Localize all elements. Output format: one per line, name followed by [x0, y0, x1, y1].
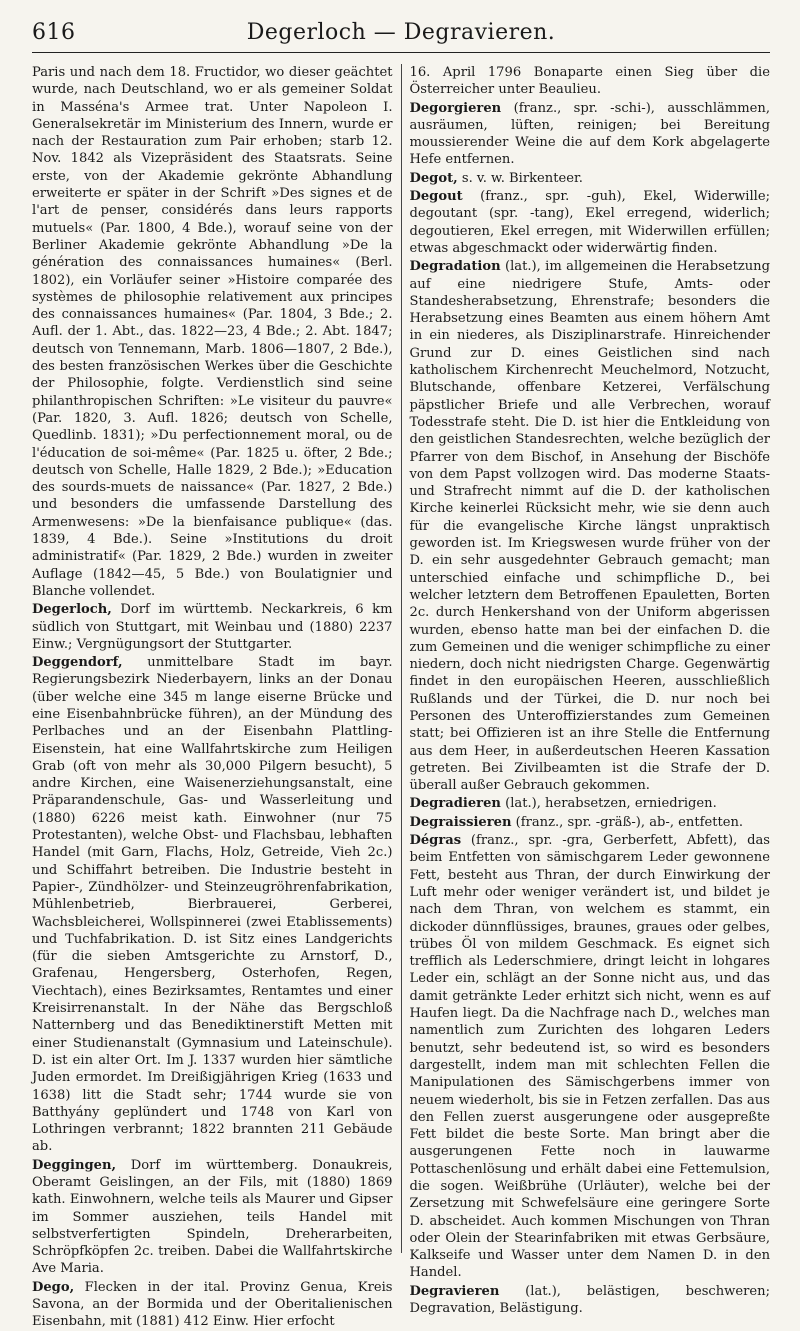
- entry-headword: Degout: [409, 189, 463, 205]
- dictionary-entry: [410, 170, 771, 187]
- dictionary-entry: [410, 1283, 771, 1318]
- entry-text: (lat.), herabsetzen, erniedrigen.: [500, 796, 717, 812]
- right-column: [401, 64, 771, 1317]
- dictionary-entry: [32, 654, 393, 1156]
- dictionary-entry: [410, 258, 771, 794]
- dictionary-entry: [32, 1157, 393, 1278]
- page-header: [32, 12, 770, 53]
- entry-text: s. v. w. Birkenteer.: [457, 170, 583, 186]
- dictionary-entry: [32, 601, 393, 653]
- entry-text: 16. April 1796 Bonaparte einen Sieg über die Österreicher unter Beaulieu.: [409, 65, 770, 98]
- running-head: Degerloch — Degravieren.: [246, 20, 556, 45]
- entry-text: Flecken in der ital. Provinz Genua, Kreis Savona, an der Bormida und der Oberitalienischen Eisenbahn, mit (1881) 412 Einw. Hier erfocht: [32, 1279, 393, 1330]
- entry-headword: Degot,: [409, 170, 458, 186]
- dictionary-entry: [410, 814, 771, 831]
- entry-headword: Deggingen,: [32, 1157, 117, 1173]
- text-columns: [32, 64, 770, 1330]
- entry-text: unmittelbare Stadt im bayr. Regierungsbezirk Niederbayern, links an der Donau (über welche eine 345 m lange eiserne Brücke und eine Eisenbahnbrücke führen), an der Mündung des Perlbaches und an der Eisenbahn Plattling-Eisenstein, hat eine Wallfahrtskirche zum Heiligen Grab (oft von mehr als 30,000 Pilgern besucht), 5 andre Kirchen, eine Waisenerziehungsanstalt, eine Präparandenschule, Gas- und Wasserleitung und (1880) 6226 meist kath. Einwohner (nur 75 Protestanten), welche Obst- und Flachsbau, lebhaften Handel (mit Garn, Flachs, Holz, Getreide, Vieh 2c.) und Schiffahrt betreiben. Die Industrie besteht in Papier-, Zündhölzer- und Steinzeugröhrenfabrikation, Mühlenbetrieb, Bierbrauerei, Gerberei, Wachsbleicherei, Wollspinnerei (zwei Etablissements) und Tuchfabrikation. D. ist Sitz eines Landgerichts (für die sieben Amtsgerichte zu Arnstorf, D., Grafenau, Hengersberg, Osterhofen, Regen, Viechtach), eines Bezirksamtes, Rentamtes und einer Kreisirrenanstalt. In der Nähe das Bergschloß Natternberg und das Benediktinerstift Metten mit einer Studienanstalt (Gymnasium und Lateinschule). D. ist ein alter Ort. Im J. 1337 wurden hier sämtliche Juden ermordet. Im Dreißigjährigen Krieg (1633 und 1638) litt die Stadt sehr; 1744 wurde sie von Batthyány geplündert und 1748 von Karl von Lothringen verbrannt; 1822 brannten 211 Gebäude ab.: [32, 655, 393, 1155]
- entry-text: (franz., spr. -guh), Ekel, Widerwille; degoutant (spr. -tang), Ekel erregend, widerlich; degoutieren, Ekel erregen, mit Widerwillen erfüllen; etwas abgeschmackt oder widerwärtig finden.: [409, 189, 770, 256]
- entry-headword: Degradieren: [409, 796, 501, 812]
- page-number: 616: [32, 20, 76, 45]
- entry-text: Dorf im württemberg. Donaukreis, Oberamt Geislingen, an der Fils, mit (1880) 1869 kath. Einwohnern, welche teils als Maurer und Gipser im Sommer ausziehen, teils Handel mit selbstverfertigten Spindeln, Dreherarbeiten, Schröpfköpfen 2c. treiben. Dabei die Wallfahrtskirche Ave Maria.: [32, 1157, 393, 1277]
- dictionary-entry: [410, 795, 771, 812]
- entry-text: (lat.), im allgemeinen die Herabsetzung auf eine niedrigere Stufe, Amts- oder Standesherabsetzung, Ehrenstrafe; besonders die Herabsetzung eines Beamten aus einem höhern Amt in ein niederes, als Disziplinarstrafe. Hinreichender Grund zur D. eines Geistlichen sind nach katholischem Kirchenrecht Meuchelmord, Notzucht, Blutschande, offenbare Ketzerei, Verfälschung päpstlicher Briefe und alle Verbrechen, worauf Todesstrafe steht. Die D. ist hier die Entkleidung von den geistlichen Standesrechten, welche bezüglich der Pfarrer von dem Bischof, in Ansehung der Bischöfe von dem Papst vollzogen wird. Das moderne Staats- und Strafrecht nimmt auf die D. der katholischen Kirche keinerlei Rücksicht mehr, wie sie denn auch für die evangelische Kirche längst unpraktisch geworden ist. Im Kriegswesen wurde früher von der D. ein sehr ausgedehnter Gebrauch gemacht; man unterschied einfache und schimpfliche D., bei welcher letztern dem Betroffenen Epauletten, Borten 2c. durch Henkershand von der Uniform abgerissen wurden, ebenso hatte man bei der einfachen D. die zum Gemeinen und die weniger schimpfliche zu einer niedern, doch nicht niedrigsten Charge. Gegenwärtig findet in den europäischen Heeren, ausschließlich Rußlands und der Türkei, die D. nur noch bei Personen des Unteroffizierstandes zum Gemeinen statt; bei Offizieren ist an ihre Stelle die Entfernung aus dem Heer, in außerdeutschen Heeren Kassation getreten. Bei Zivilbeamten ist die Strafe der D. überall außer Gebrauch gekommen.: [409, 259, 770, 794]
- entry-headword: Deggendorf,: [32, 655, 123, 671]
- dictionary-entry: [410, 100, 771, 169]
- entry-headword: Degravieren: [409, 1283, 500, 1299]
- entry-text: (franz., spr. -schi-), ausschlämmen, ausräumen, lüften, reinigen; bei Bereitung moussierender Weine die auf dem Kork abgelagerte Hefe entfernen.: [409, 100, 770, 168]
- dictionary-entry: [410, 188, 771, 257]
- entry-text: (franz., spr. -gräß-), ab-, entfetten.: [511, 814, 744, 830]
- dictionary-entry: [410, 64, 771, 99]
- entry-headword: Degorgieren: [409, 100, 502, 116]
- dictionary-entry: [410, 832, 771, 1282]
- entry-text: Dorf im württemb. Neckarkreis, 6 km südlich von Stuttgart, mit Weinbau und (1880) 2237 Einw.; Vergnügungsort der Stuttgarter.: [32, 602, 393, 652]
- dictionary-entry: [32, 64, 393, 600]
- entry-headword: Dego,: [32, 1279, 75, 1295]
- left-column: [32, 64, 401, 1330]
- entry-headword: Degerloch,: [32, 602, 112, 618]
- entry-headword: Dégras: [409, 833, 462, 849]
- entry-text: (lat.), belästigen, beschweren; Degravation, Belästigung.: [409, 1283, 770, 1317]
- entry-headword: Degraissieren: [409, 814, 512, 830]
- entry-text: Paris und nach dem 18. Fructidor, wo dieser geächtet wurde, nach Deutschland, wo er als gemeiner Soldat in Masséna's Armee trat. Unter Napoleon I. Generalsekretär im Ministerium des Innern, wurde er nach der Restauration zum Pair erhoben; starb 12. Nov. 1842 als Vizepräsident des Staatsrats. Seine erste, von der Akademie gekrönte Abhandlung erweiterte er später in der Schrift »Des signes et de l'art de penser, considérés dans leurs rapports mutuels« (Par. 1800, 4 Bde.), worauf seine von der Berliner Akademie gekrönte Abhandlung »De la génération des connaissances humaines« (Berl. 1802), ein Vorläufer seiner »Histoire comparée des systèmes de philosophie relativement aux principes des connaissances humaines« (Par. 1804, 3 Bde.; 2. Aufl. der 1. Abt., das. 1822—23, 4 Bde.; 2. Abt. 1847; deutsch von Tennemann, Marb. 1806—1807, 2 Bde.), des besten französischen Werkes über die Geschichte der Philosophie, folgte. Verdienstlich sind seine philanthropischen Schriften: »Le visiteur du pauvre« (Par. 1820, 3. Aufl. 1826; deutsch von Schelle, Quedlinb. 1831); »Du perfectionnement moral, ou de l'éducation de soi-même« (Par. 1825 u. öfter, 2 Bde.; deutsch von Schelle, Halle 1829, 2 Bde.); »Education des sourds-muets de naissance« (Par. 1827, 2 Bde.) und besonders die umfassende Darstellung des Armenwesens: »De la bienfaisance publique« (das. 1839, 4 Bde.). Seine »Institutions du droit administratif« (Par. 1829, 2 Bde.) wurden in zweiter Auflage (1842—45, 5 Bde.) von Boulatignier und Blanche vollendet.: [32, 65, 393, 599]
- entry-headword: Degradation: [409, 259, 501, 275]
- dictionary-entry: [32, 1279, 393, 1331]
- entry-text: (franz., spr. -gra, Gerberfett, Abfett), das beim Entfetten von sämischgarem Leder gewonnene Fett, besteht aus Thran, der durch Einwirkung der Luft mehr oder weniger verändert ist, und bildet je nach dem Thran, von welchem es stammt, ein dickoder dünnflüssiges, braunes, graues oder gelbes, trübes Öl von mildem Geschmack. Es eignet sich trefflich als Lederschmiere, dringt leicht in lohgares Leder ein, schlägt an der Sonne nicht aus, und das damit getränkte Leder erhitzt sich nicht, wenn es auf Haufen liegt. Da die Nachfrage nach D., welches man namentlich zum Zurichten des lohgaren Leders benutzt, sehr bedeutend ist, so wird es besonders dargestellt, indem man mit schlechten Fellen die Manipulationen des Sämischgerbens immer von neuem wiederholt, bis sie in Fetzen zerfallen. Das aus den Fellen zuerst ausgerungene oder ausgepreßte Fett bildet die beste Sorte. Man bringt aber die ausgerungenen Fette noch in lauwarme Pottaschenlösung und erhält dabei eine Fettemulsion, die sogen. Weißbrühe (Urläuter), welche bei der Zersetzung mit Schwefelsäure eine geringere Sorte D. abscheidet. Auch kommen Mischungen von Thran oder Olein der Stearinfabriken mit etwas Gerbsäure, Kalkseife und Wasser unter dem Namen D. in den Handel.: [409, 833, 770, 1281]
